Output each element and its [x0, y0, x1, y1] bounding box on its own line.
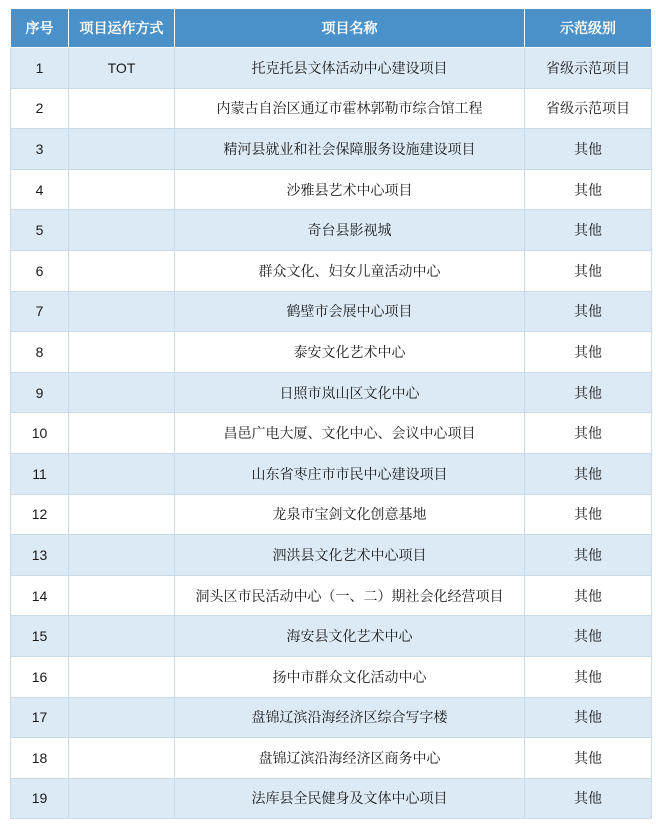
table-row	[11, 575, 652, 616]
cell-serial-number: 4	[11, 169, 69, 210]
header-operation-mode: 项目运作方式	[69, 9, 175, 48]
header-demo-level: 示范级别	[525, 9, 652, 48]
cell-demo-level: 其他	[525, 656, 652, 697]
cell-serial-number: 9	[11, 372, 69, 413]
cell-serial-number: 14	[11, 575, 69, 616]
table-row	[11, 372, 652, 413]
cell-project-name: 盘锦辽滨沿海经济区综合写字楼	[175, 697, 525, 738]
cell-project-name: 精河县就业和社会保障服务设施建设项目	[175, 129, 525, 170]
cell-operation-mode	[69, 372, 175, 413]
cell-demo-level: 其他	[525, 575, 652, 616]
cell-operation-mode	[69, 778, 175, 819]
cell-demo-level: 其他	[525, 250, 652, 291]
header-serial-number: 序号	[11, 9, 69, 48]
cell-serial-number: 15	[11, 616, 69, 657]
cell-demo-level: 其他	[525, 291, 652, 332]
table-row	[11, 535, 652, 576]
cell-operation-mode	[69, 291, 175, 332]
cell-operation-mode	[69, 88, 175, 129]
table-body	[11, 48, 652, 819]
cell-project-name: 盘锦辽滨沿海经济区商务中心	[175, 738, 525, 779]
cell-serial-number: 12	[11, 494, 69, 535]
cell-demo-level: 其他	[525, 413, 652, 454]
table-row	[11, 210, 652, 251]
table-row	[11, 616, 652, 657]
cell-demo-level: 其他	[525, 697, 652, 738]
table-row	[11, 413, 652, 454]
cell-serial-number: 8	[11, 332, 69, 373]
cell-project-name: 鹤壁市会展中心项目	[175, 291, 525, 332]
cell-serial-number: 17	[11, 697, 69, 738]
cell-demo-level: 其他	[525, 129, 652, 170]
cell-demo-level: 其他	[525, 616, 652, 657]
cell-serial-number: 7	[11, 291, 69, 332]
cell-operation-mode	[69, 332, 175, 373]
cell-serial-number: 5	[11, 210, 69, 251]
cell-operation-mode	[69, 250, 175, 291]
cell-project-name: 洞头区市民活动中心（一、二）期社会化经营项目	[175, 575, 525, 616]
cell-demo-level: 其他	[525, 453, 652, 494]
cell-operation-mode	[69, 535, 175, 576]
cell-demo-level: 省级示范项目	[525, 48, 652, 89]
cell-project-name: 沙雅县艺术中心项目	[175, 169, 525, 210]
table-row	[11, 88, 652, 129]
cell-project-name: 内蒙古自治区通辽市霍林郭勒市综合馆工程	[175, 88, 525, 129]
cell-project-name: 托克托县文体活动中心建设项目	[175, 48, 525, 89]
cell-demo-level: 其他	[525, 535, 652, 576]
cell-serial-number: 1	[11, 48, 69, 89]
table-row	[11, 291, 652, 332]
cell-demo-level: 其他	[525, 169, 652, 210]
table-row	[11, 738, 652, 779]
cell-serial-number: 2	[11, 88, 69, 129]
cell-project-name: 扬中市群众文化活动中心	[175, 656, 525, 697]
table-row	[11, 250, 652, 291]
cell-serial-number: 10	[11, 413, 69, 454]
cell-serial-number: 18	[11, 738, 69, 779]
table-row	[11, 129, 652, 170]
cell-operation-mode	[69, 453, 175, 494]
cell-demo-level: 其他	[525, 778, 652, 819]
cell-operation-mode	[69, 738, 175, 779]
table-row	[11, 169, 652, 210]
cell-demo-level: 其他	[525, 494, 652, 535]
table-row	[11, 778, 652, 819]
cell-project-name: 海安县文化艺术中心	[175, 616, 525, 657]
cell-project-name: 群众文化、妇女儿童活动中心	[175, 250, 525, 291]
cell-project-name: 法库县全民健身及文体中心项目	[175, 778, 525, 819]
cell-project-name: 山东省枣庄市市民中心建设项目	[175, 453, 525, 494]
cell-serial-number: 16	[11, 656, 69, 697]
project-table	[10, 8, 652, 819]
cell-operation-mode	[69, 656, 175, 697]
cell-operation-mode	[69, 575, 175, 616]
table-header	[11, 9, 652, 48]
cell-demo-level: 其他	[525, 372, 652, 413]
cell-operation-mode	[69, 616, 175, 657]
cell-serial-number: 13	[11, 535, 69, 576]
header-row	[11, 9, 652, 48]
cell-operation-mode: TOT	[69, 48, 175, 89]
cell-project-name: 昌邑广电大厦、文化中心、会议中心项目	[175, 413, 525, 454]
header-project-name: 项目名称	[175, 9, 525, 48]
cell-demo-level: 其他	[525, 210, 652, 251]
cell-project-name: 龙泉市宝剑文化创意基地	[175, 494, 525, 535]
cell-demo-level: 其他	[525, 332, 652, 373]
cell-demo-level: 其他	[525, 738, 652, 779]
cell-operation-mode	[69, 494, 175, 535]
cell-serial-number: 3	[11, 129, 69, 170]
cell-operation-mode	[69, 697, 175, 738]
cell-demo-level: 省级示范项目	[525, 88, 652, 129]
cell-serial-number: 19	[11, 778, 69, 819]
cell-operation-mode	[69, 169, 175, 210]
cell-operation-mode	[69, 413, 175, 454]
cell-project-name: 日照市岚山区文化中心	[175, 372, 525, 413]
cell-serial-number: 11	[11, 453, 69, 494]
table-row	[11, 48, 652, 89]
table-row	[11, 656, 652, 697]
cell-serial-number: 6	[11, 250, 69, 291]
cell-project-name: 泗洪县文化艺术中心项目	[175, 535, 525, 576]
cell-project-name: 泰安文化艺术中心	[175, 332, 525, 373]
cell-project-name: 奇台县影视城	[175, 210, 525, 251]
cell-operation-mode	[69, 210, 175, 251]
table-row	[11, 332, 652, 373]
table-row	[11, 494, 652, 535]
table-row	[11, 453, 652, 494]
table-row	[11, 697, 652, 738]
cell-operation-mode	[69, 129, 175, 170]
